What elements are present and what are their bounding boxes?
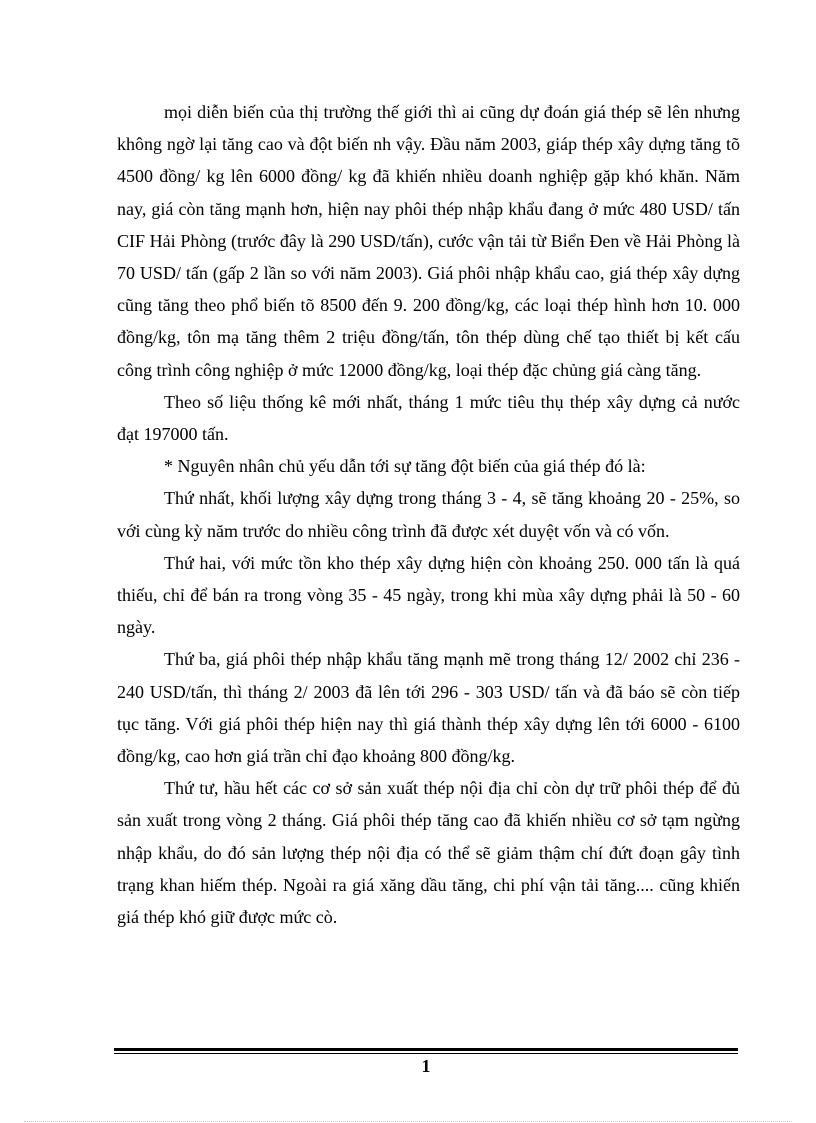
paragraph-consumption-statistics: Theo số liệu thống kê mới nhất, tháng 1 mức tiêu thụ thép xây dựng cả nước đạt 197000 tấn. <box>117 391 740 445</box>
paragraph-second-reason: Thứ hai, với mức tồn kho thép xây dựng hiện còn khoảng 250. 000 tấn là quá thiếu, chỉ để bán ra trong vòng 35 - 45 ngày, trong khi mùa xây dựng phải là 50 - 60 ngày. <box>117 552 740 638</box>
body-text <box>117 96 740 933</box>
page-number: 1 <box>421 1056 431 1076</box>
paragraph-first-reason: Thứ nhất, khối lượng xây dựng trong tháng 3 - 4, sẽ tăng khoảng 20 - 25%, so với cùng kỳ năm trước do nhiều công trình đã được xét duyệt vốn và có vốn. <box>117 488 740 541</box>
paragraph-third-reason: Thứ ba, giá phôi thép nhập khẩu tăng mạnh mẽ trong tháng 12/ 2002 chỉ 236 - 240 USD/tấn, thì tháng 2/ 2003 đã lên tới 296 - 303 USD/ tấn và đã báo sẽ còn tiếp tục tăng. Với giá phôi thép hiện nay thì giá thành thép xây dựng lên tới 6000 - 6100 đồng/kg, cao hơn giá trần chỉ đạo khoảng 800 đồng/kg. <box>117 649 740 767</box>
paragraph-steel-price-increase: mọi diễn biến của thị trường thế giới thì ai cũng dự đoán giá thép sẽ lên nhưng không ngờ lại tăng cao và đột biến nh vậy. Đầu năm 2003, giáp thép xây dựng tăng tõ 4500 đồng/ kg lên 6000 đồng/ kg đã khiến nhiều doanh nghiệp gặp khó khăn. Năm nay, giá còn tăng mạnh hơn, hiện nay phôi thép nhập khẩu đang ở mức 480 USD/ tấn CIF Hải Phòng (trước đây là 290 USD/tấn), cước vận tải từ Biển Đen về Hải Phòng là 70 USD/ tấn (gấp 2 lần so với năm 2003). Giá phôi nhập khẩu cao, giá thép xây dựng cũng tăng theo phổ biến tõ 8500 đến 9. 200 đồng/kg, các loại thép hình hơn 10. 000 đồng/kg, tôn mạ tăng thêm 2 triệu đồng/tấn, tôn thép dùng chế tạo thiết bị kết cấu công trình công nghiệp ở mức 12000 đồng/kg, loại thép đặc chủng giá càng tăng. <box>117 102 740 380</box>
page-bottom-dotted-line <box>24 1121 792 1122</box>
footer-divider <box>114 1048 738 1051</box>
paragraph-fourth-reason: Thứ tư, hầu hết các cơ sở sản xuất thép nội địa chỉ còn dự trữ phôi thép để đủ sản xuất trong vòng 2 tháng. Giá phôi thép tăng cao đã khiến nhiều cơ sở tạm ngừng nhập khẩu, do đó sản lượng thép nội địa có thể sẽ giảm thậm chí đứt đoạn gây tình trạng khan hiếm thép. Ngoài ra giá xăng dầu tăng, chi phí vận tải tăng.... cũng khiến giá thép khó giữ được mức cò. <box>117 778 740 928</box>
paragraph-causes-heading: * Nguyên nhân chủ yếu dẫn tới sự tăng đột biến của giá thép đó là: <box>164 456 646 477</box>
